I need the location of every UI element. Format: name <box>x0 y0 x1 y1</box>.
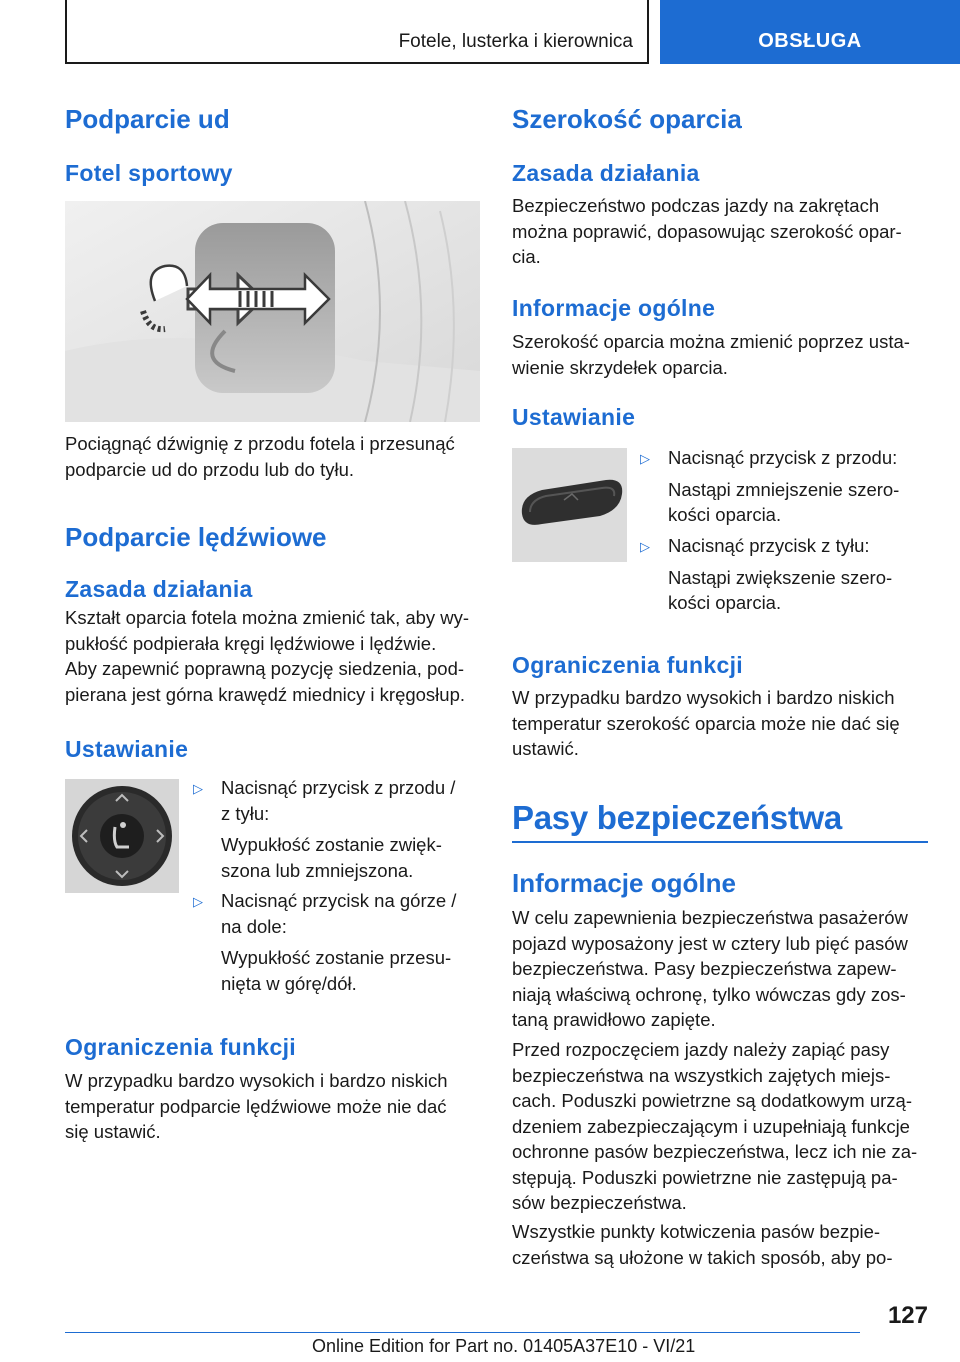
heading-backrest-width: Szerokość oparcia <box>512 104 742 134</box>
heading-setting-left: Ustawianie <box>65 736 189 762</box>
text-line: niają właściwą ochronę, tylko wówczas gdy zos‐ <box>512 983 906 1005</box>
heading-setting-right: Ustawianie <box>512 404 636 430</box>
heading-lumbar-support: Podparcie lędźwiowe <box>65 522 327 552</box>
heading-sport-seat: Fotel sportowy <box>65 160 233 186</box>
text-line: W przypadku bardzo wysokich i bardzo niskich <box>512 687 895 708</box>
text-line: kości oparcia. <box>668 592 782 613</box>
text-line: ustawić. <box>512 738 579 759</box>
bullet-marker: ▷ <box>640 539 650 554</box>
lumbar-control-photo <box>65 779 179 893</box>
paragraph-width-general <box>512 329 928 380</box>
text-line: cach. Poduszki powietrzne są dodatkowym urzą‐ <box>512 1090 912 1111</box>
text-line: można poprawić, dopasowując szerokość opar‐ <box>512 220 902 242</box>
heading-seat-belts: Pasy bezpieczeństwa <box>512 799 842 836</box>
text-line: stępują. Poduszki powietrzne nie zastępują pa‐ <box>512 1166 898 1188</box>
heading-principle-right: Zasada działania <box>512 160 700 186</box>
seat-thigh-illustration <box>65 201 480 422</box>
text-line: W przypadku bardzo wysokich i bardzo niskich <box>65 1070 448 1091</box>
text-line: Nacisnąć przycisk z przodu: <box>668 447 898 468</box>
header-section-box <box>65 0 649 64</box>
text-line: pukłość podpierała kręgi lędźwiowe i lędźwie. <box>65 632 437 654</box>
heading-limits-right: Ograniczenia funkcji <box>512 652 743 678</box>
header-chapter-label: OBSŁUGA <box>758 30 862 52</box>
text-line: Wypukłość zostanie przesu‐ <box>221 947 452 968</box>
text-line: ochronne pasów bezpieczeństwa, lecz ich nie za‐ <box>512 1141 918 1162</box>
text-line: Bezpieczeństwo podczas jazdy na zakrętach <box>512 195 880 216</box>
text-line: bezpieczeństwa na wszystkich zajętych miejs‐ <box>512 1064 891 1086</box>
text-line: pierana jest górna krawędź miednicy i kręgosłup. <box>65 683 466 705</box>
heading-thigh-support: Podparcie ud <box>65 104 230 134</box>
text-line: Nastąpi zwiększenie szero‐ <box>668 566 893 588</box>
text-line: temperatur szerokość oparcia może nie dać się <box>512 712 900 734</box>
heading-belt-general: Informacje ogólne <box>512 868 736 898</box>
text-line: taną prawidłowo zapięte. <box>512 1009 716 1030</box>
text-line: Nacisnąć przycisk z przodu / <box>221 777 456 798</box>
thigh-support-photo <box>65 201 480 422</box>
text-line: W celu zapewnienia bezpieczeństwa pasażerów <box>512 907 908 928</box>
text-line: Nacisnąć przycisk na górze / <box>221 890 457 911</box>
bullet-marker: ▷ <box>193 894 203 909</box>
paragraph-lumbar-principle <box>65 605 481 707</box>
paragraph-thigh-support <box>65 431 481 482</box>
lumbar-button-illustration <box>65 779 179 893</box>
text-line: Wszystkie punkty kotwiczenia pasów bezpie‐ <box>512 1221 881 1242</box>
text-line: Nastąpi zmniejszenie szero‐ <box>668 478 900 500</box>
section-divider <box>512 841 928 843</box>
footer-edition: Online Edition for Part no. 01405A37E10 - VI/21 <box>312 1336 696 1356</box>
bullet-marker: ▷ <box>193 781 203 796</box>
text-line: Kształt oparcia fotela można zmienić tak, aby wy‐ <box>65 607 470 628</box>
paragraph-belt-3 <box>512 1219 928 1270</box>
paragraph-limits-left <box>65 1068 481 1145</box>
paragraph-belt-1 <box>512 905 928 1033</box>
bullet-width-front <box>668 445 928 528</box>
text-line: sów bezpieczeństwa. <box>512 1192 687 1213</box>
paragraph-belt-2 <box>512 1037 928 1216</box>
text-line: nięta w górę/dół. <box>221 972 357 994</box>
footer-divider <box>65 1332 860 1333</box>
text-line: Nacisnąć przycisk z tyłu: <box>668 535 870 556</box>
heading-limits-left: Ograniczenia funkcji <box>65 1034 296 1060</box>
bullet-lumbar-front-back <box>221 775 481 883</box>
text-line: bezpieczeństwa. Pasy bezpieczeństwa zapew‐ <box>512 958 897 979</box>
bullet-width-back <box>668 533 928 616</box>
text-line: Pociągnąć dźwignię z przodu fotela i przesunąć <box>65 433 455 454</box>
text-line: na dole: <box>221 915 287 937</box>
width-button-illustration <box>512 448 627 562</box>
bullet-marker: ▷ <box>640 451 650 466</box>
text-line: Aby zapewnić poprawną pozycję siedzenia, pod‐ <box>65 658 465 679</box>
heading-principle-left: Zasada działania <box>65 576 253 602</box>
text-line: się ustawić. <box>65 1121 161 1142</box>
text-line: Przed rozpoczęciem jazdy należy zapiąć pasy <box>512 1039 890 1060</box>
header-chapter-tab <box>660 0 960 64</box>
text-line: czeństwa są ułożone w takich sposób, aby po‐ <box>512 1246 893 1268</box>
text-line: temperatur podparcie lędźwiowe może nie dać <box>65 1095 447 1117</box>
text-line: szona lub zmniejszona. <box>221 859 414 881</box>
text-line: kości oparcia. <box>668 504 782 525</box>
bullet-lumbar-up-down <box>221 888 481 996</box>
heading-general-right: Informacje ogólne <box>512 295 716 321</box>
text-line: pojazd wyposażony jest w cztery lub pięć pasów <box>512 932 908 954</box>
text-line: dzeniem zabezpieczającym i uzupełniają funkcje <box>512 1115 910 1137</box>
text-line: cia. <box>512 246 541 267</box>
header-section-title: Fotele, lusterka i kierownica <box>398 31 633 52</box>
text-line: wienie skrzydełek oparcia. <box>512 356 728 378</box>
width-control-photo <box>512 448 627 562</box>
text-line: Szerokość oparcia można zmienić poprzez usta‐ <box>512 331 910 352</box>
text-line: podparcie ud do przodu lub do tyłu. <box>65 458 355 480</box>
text-line: z tyłu: <box>221 802 270 824</box>
paragraph-limits-right <box>512 685 928 762</box>
page-number: 127 <box>887 1302 928 1329</box>
paragraph-width-principle <box>512 193 928 270</box>
text-line: Wypukłość zostanie zwięk‐ <box>221 834 442 855</box>
